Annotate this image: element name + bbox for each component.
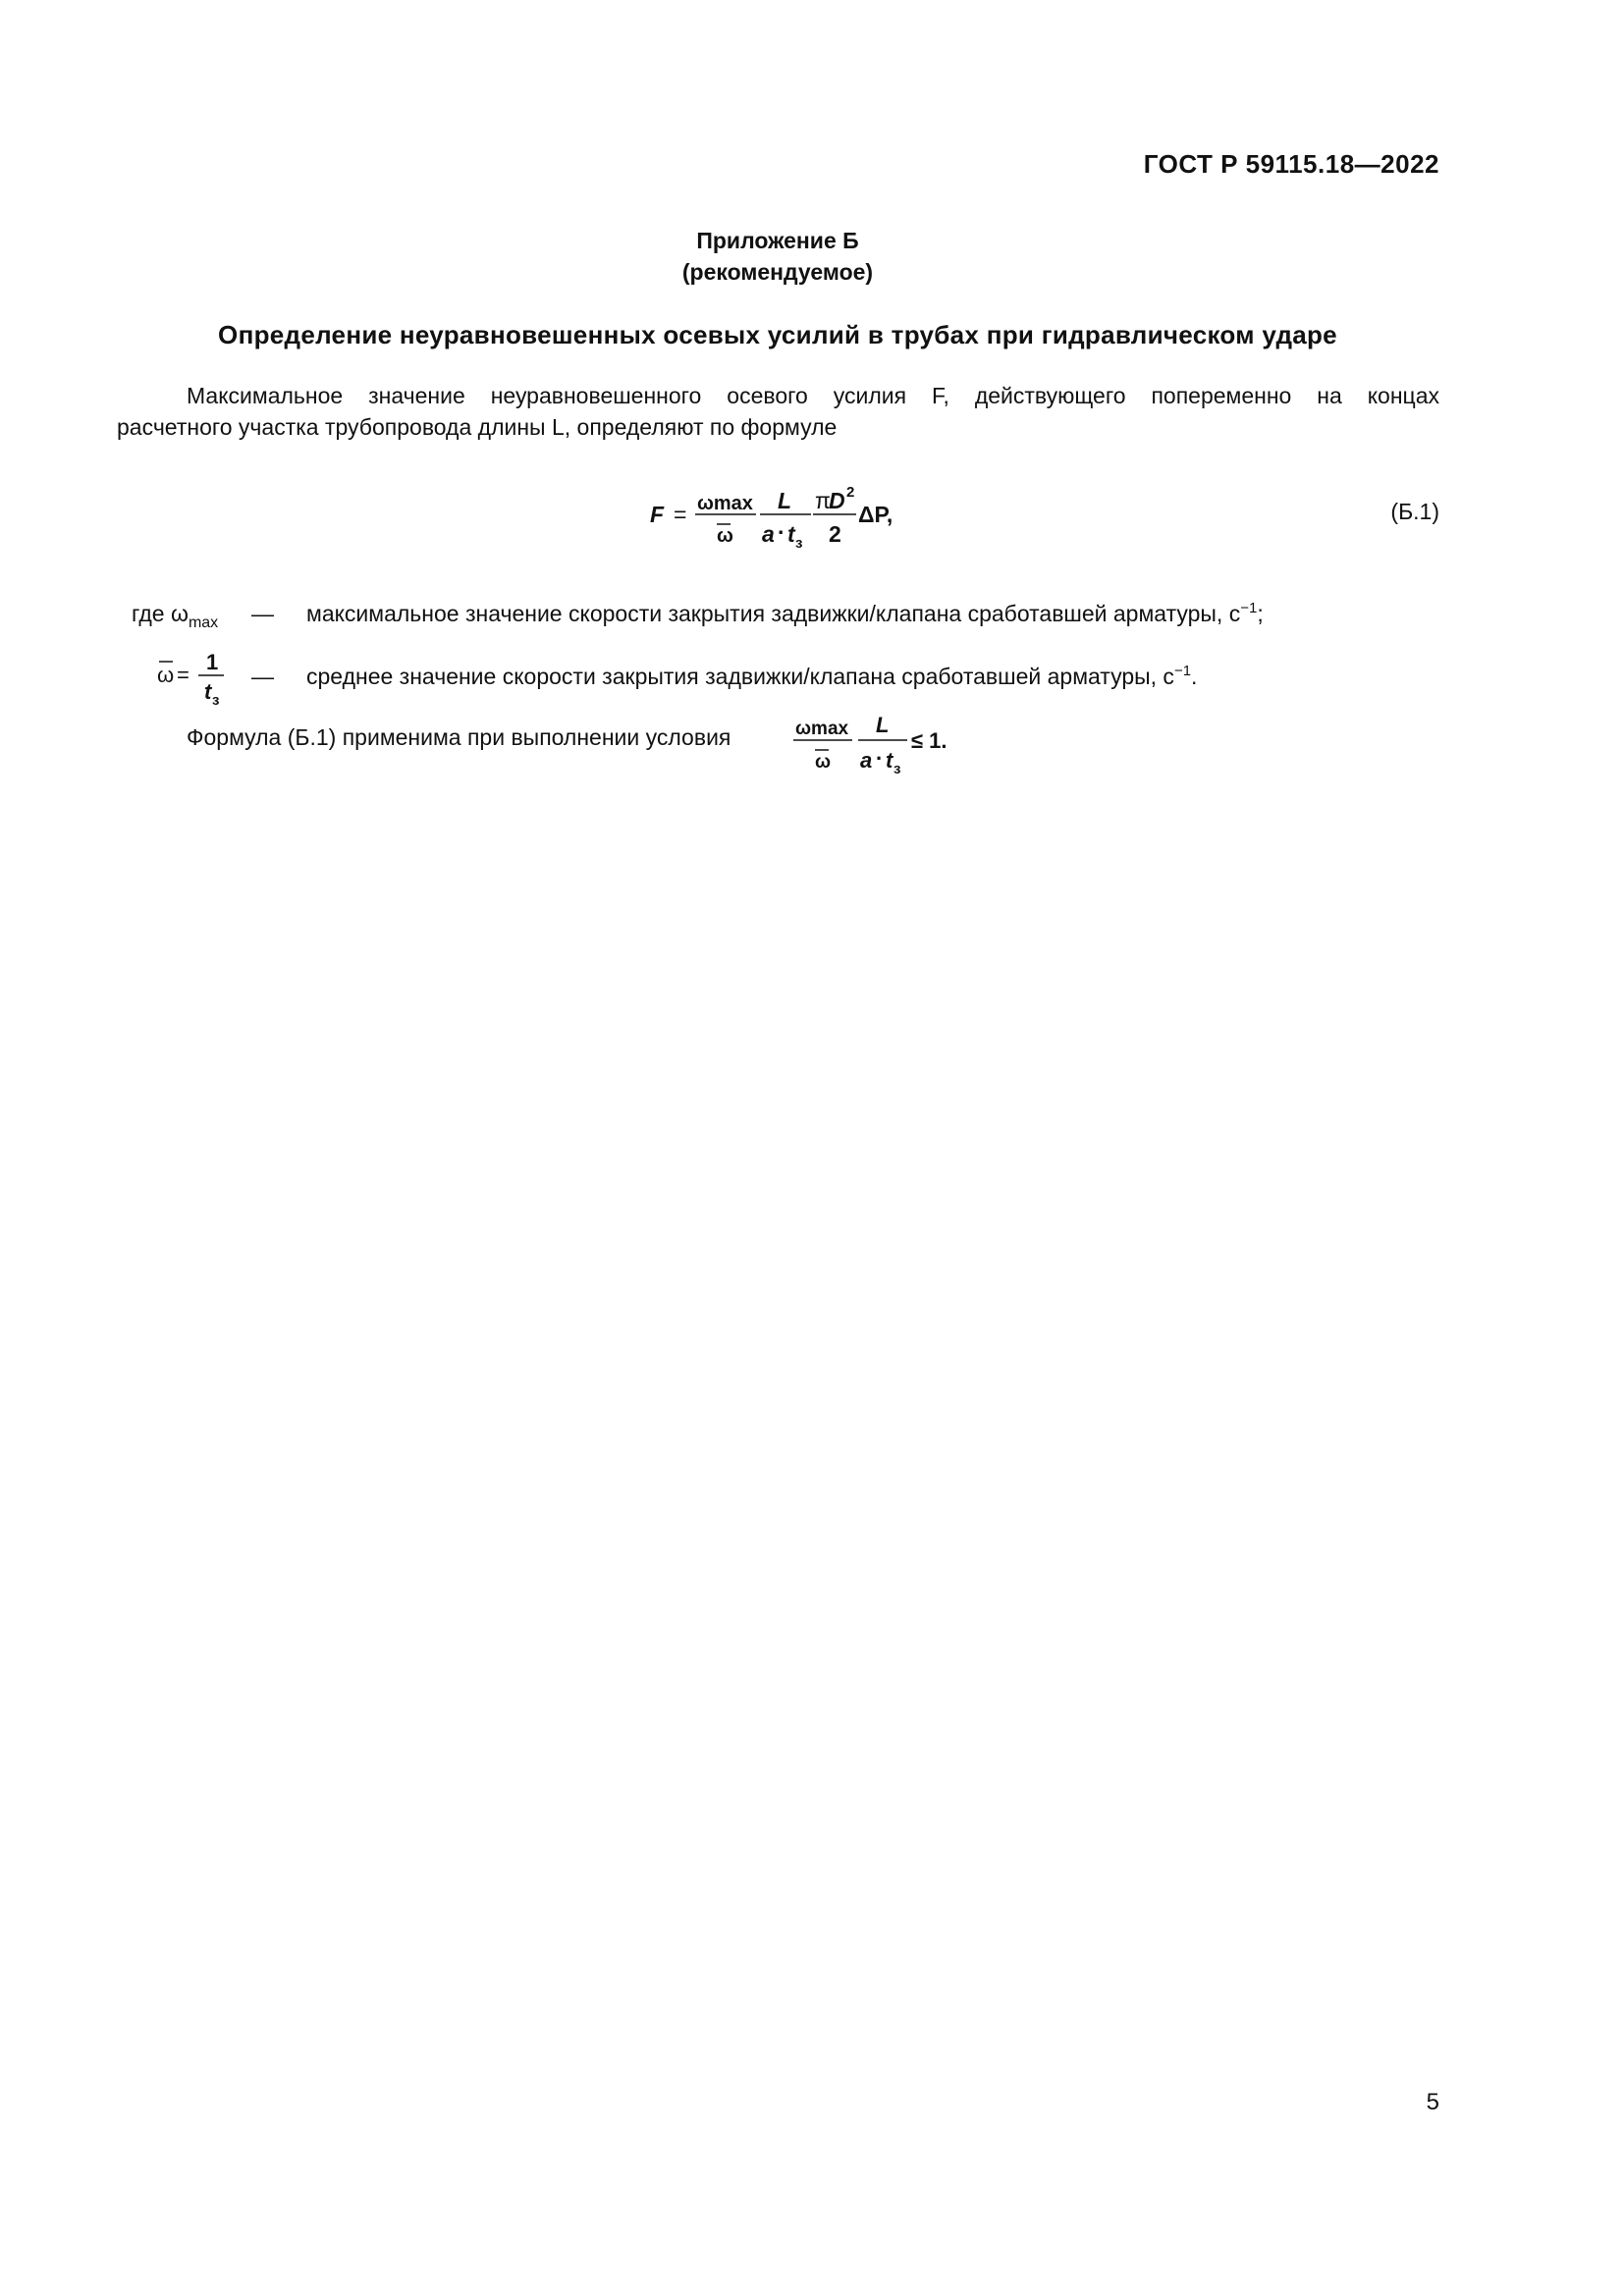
formula-frac3-num-exp: 2 [846, 484, 855, 501]
definition-1-text: максимальное значение скорости закрытия задвижки/клапана сработавшей арматуры, с [306, 601, 1241, 626]
omega-mean-definition [155, 648, 234, 717]
definition-1-end: ; [1257, 601, 1264, 626]
omega-mean-symbol: ω [157, 663, 175, 687]
equation-number: (Б.1) [1390, 499, 1439, 524]
condition-text: Формула (Б.1) применима при выполнении условия [187, 724, 731, 750]
condition-frac2-den-dot: · [876, 746, 884, 771]
definition-1-exponent: −1 [1240, 600, 1258, 616]
omega-max-symbol: ω [170, 601, 189, 626]
formula-frac2-num: L [778, 488, 792, 513]
condition-frac2-den-sub: з [893, 761, 901, 777]
formula-b1 [648, 475, 923, 563]
definition-1 [306, 601, 1264, 627]
condition-formula [789, 709, 966, 787]
formula-frac3-num-pi: π [815, 488, 831, 513]
omega-max-subscript: max [188, 614, 219, 631]
formula-frac2-den-sub: з [795, 535, 803, 552]
where-word: где [132, 601, 165, 626]
definition-2 [306, 664, 1197, 690]
page-number: 5 [1426, 2089, 1439, 2115]
definition-2-end: . [1191, 664, 1198, 689]
condition-frac2-den-t: t [886, 748, 893, 773]
formula-frac1-den: ω [717, 525, 733, 547]
formula-frac1-num: ωmax [697, 493, 753, 514]
definition-dash-1: — [251, 601, 274, 626]
appendix-title: Приложение Б [696, 228, 859, 253]
formula-lhs: F [650, 502, 665, 527]
condition-frac1-num: ωmax [795, 719, 849, 739]
paragraph-line-2: расчетного участка трубопровода длины L, определяют по формуле [117, 414, 838, 440]
formula-frac3-den: 2 [829, 521, 841, 547]
definition-2-exponent: −1 [1173, 663, 1192, 679]
condition-frac1-den: ω [815, 752, 832, 773]
omega-mean-den-sub: з [212, 692, 220, 709]
formula-frac3-num-D: D [829, 488, 845, 513]
omega-mean-num: 1 [206, 650, 219, 674]
appendix-status: (рекомендуемое) [681, 259, 874, 285]
formula-frac2-den-dot: · [778, 519, 785, 545]
definition-2-text: среднее значение скорости закрытия задвижки/клапана сработавшей арматуры, с [306, 664, 1174, 689]
where-label [132, 601, 219, 631]
formula-frac2-den-a: a [762, 521, 775, 547]
formula-equals: = [674, 502, 687, 527]
omega-mean-den-t: t [204, 679, 212, 704]
paragraph-line-1-text: Максимальное значение неуравновешенного осевого усилия F, действующего попеременно на концах [187, 383, 1439, 408]
definition-dash-2: — [251, 664, 274, 689]
condition-relation: ≤ 1. [911, 728, 947, 753]
condition-frac2-den-a: a [860, 748, 873, 773]
document-standard-code: ГОСТ Р 59115.18—2022 [1143, 149, 1439, 179]
condition-frac2-num: L [876, 713, 890, 737]
omega-mean-equals: = [177, 663, 189, 687]
paragraph-line-1 [187, 381, 1439, 410]
formula-frac2-den-t: t [787, 521, 795, 547]
section-title: Определение неуравновешенных осевых усилий в трубах при гидравлическом ударе [218, 320, 1337, 349]
formula-tail: ΔP, [858, 502, 893, 527]
